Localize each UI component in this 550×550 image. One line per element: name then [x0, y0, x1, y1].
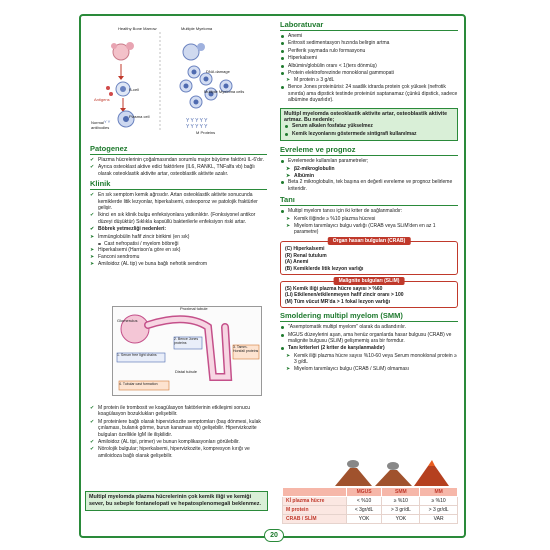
- list-item: ➤ β2-mikroglobulin: [286, 166, 458, 172]
- list-item: ✔ Amiloidoz (AL tipi, primer) ve bunun komplikasyonları görülebilir.: [90, 439, 267, 445]
- table-cell: VAR: [420, 515, 458, 524]
- table-cell: ≥ %10: [382, 497, 420, 506]
- label-distal-tubule: Distal tubule: [175, 369, 198, 374]
- list-item: ➤ M protein ≥ 3 g/dL: [286, 77, 458, 83]
- list-item: (S) Kemik iliği plazma hücre sayısı > %60: [285, 285, 383, 292]
- list-item: ✔ Plazma hücrelerinin çoğalmasından sorumlu major büyüme faktörü IL-6'dır.: [90, 157, 267, 163]
- list-item: Eritrosit sedimentasyon hızında belirgin artma: [280, 40, 458, 46]
- table-cell: > 3 gr/dL: [382, 506, 420, 515]
- page-number: 20: [264, 529, 284, 542]
- label-b-cell: B-cell: [129, 87, 140, 92]
- list-item: Serum alkalen fosfataz yükselmez: [284, 123, 454, 129]
- list-item: ✔ M proteinlere bağlı olarak hipervizkozite semptomları (baş dönmesi, kulak çınlaması, bulanık görme, burun kanaması vb) gelişebilir. Hipervizkozite bulguları özellikle IgM ile ilişkilidir.: [90, 419, 267, 438]
- table-header: MM: [420, 488, 458, 497]
- list-item: ➤ Kemik iliğinde ≥ %10 plazma hücresi: [286, 216, 458, 222]
- list-item: (R) Renal tutulum: [285, 252, 327, 259]
- divider: [280, 321, 458, 322]
- label-multiple-myeloma: Multiple Myeloma: [181, 26, 213, 31]
- left-column: [90, 144, 267, 268]
- list-item: Hiperkalsemi: [280, 55, 458, 61]
- left-column-lower: [90, 405, 267, 460]
- list-item: MGUS düzeylerini aşan, ama henüz organlarda hasar bulgusu (CRAB) ve malignite bulgusu (SLiM) gelişmemiş ara bir formdur.: [280, 332, 458, 345]
- table-cell: CRAB / SLİM: [283, 515, 347, 524]
- list-item: Beta 2 mikroglobulin, tek başına en değerli evreleme ve prognoz belirleme kriteridir.: [280, 179, 458, 192]
- list-item: ➤ Miyelom tanımlayıcı bulgu varlığı (CRAB veya SLiM'den en az 1 parametre): [286, 223, 458, 236]
- list-item: Anemi: [280, 33, 458, 39]
- evreleme-heading: Evreleme ve prognoz: [280, 145, 356, 155]
- table-cell: > 3 gr/dL: [420, 506, 458, 515]
- list-item: ✔ İkinci en sık klinik bulgu enfeksiyonlara yatkınlıktır. (Fonksiyonel antikor düzeyi düşüktür) Sıklıkla kapsüllü bakterilerle enfeksiyon riski artar.: [90, 212, 267, 225]
- patogenez-heading: Patogenez: [90, 144, 128, 153]
- list-item: Tanı kriterleri (2 kriter de karşılanmalıdır): [280, 345, 458, 351]
- table-cell: < 3gr/dL: [346, 506, 382, 515]
- divider: [90, 154, 267, 155]
- list-item: ✔ M protein ile trombosit ve koagülasyon faktörlerinin etkileşimi sonucu koagülasyon bozuklukları gelişebilir.: [90, 405, 267, 418]
- volcano-illustration: [330, 458, 450, 488]
- list-item: ➤ Hiperkalsemi (Harrison'a göre en sık): [90, 247, 267, 253]
- list-item: (Li) Etkilenen/etkilenmeyen hafif zincir oranı > 100: [285, 292, 404, 299]
- list-item: (C) Hiperkalsemi: [285, 246, 325, 253]
- lab-note-title: Multipl myelomda osteoklastik aktivite artar, osteoblastik aktivite artmaz. Bu nedenle;: [284, 110, 448, 123]
- list-item: ✔ En sık semptom kemik ağrısıdır. Artan osteoklastik aktivite sonucunda kemiklerde litik lezyonlar, hiperkalsemi, osteoporoz ve patolojik fraktürler gelişir.: [90, 192, 267, 211]
- table-header-row: [283, 488, 458, 497]
- list-item: ✔ Ayrıca osteoklast aktive edici faktörlere (IL6, RANKL, TNFalfa vb) bağlı olarak osteoklastik aktivite artar, osteoblastik aktivite azalır.: [90, 164, 267, 177]
- svg-text:Y Y Y Y Y: Y Y Y Y Y: [186, 124, 208, 130]
- table-row: [283, 506, 458, 515]
- table-header: [283, 488, 347, 497]
- list-item: Multipl myelom tanısı için iki kriter de sağlanmalıdır:: [280, 208, 458, 214]
- label-free-light-chains: 1. Serum free light chains: [117, 353, 157, 357]
- table-cell: Kİ plazma hücre: [283, 497, 347, 506]
- label-tubular-cast: 4. Tubular cast formation: [119, 382, 158, 386]
- table-header: MGUS: [346, 488, 382, 497]
- list-item: ➤ Fanconi sendromu: [90, 254, 267, 260]
- slim-tag: Malignite bulguları (SLiM): [334, 277, 405, 285]
- divider: [90, 189, 267, 190]
- list-item: Bence Jones proteinürisi: 24 saatlik idrarda protein çok yüksek (nefrotik sınırda) ama dipstick testinde proteinüri saptanamaz (çünkü dipstick, sadece albümine duyarlıdır).: [280, 84, 458, 103]
- list-item: Kemik lezyonlarını göstermede sintigrafi kullanılmaz: [284, 131, 454, 137]
- tani-heading: Tanı: [280, 195, 295, 205]
- table-cell: ≥ %10: [420, 497, 458, 506]
- label-bence-jones: 2. Bence Jones proteins: [174, 337, 199, 346]
- label-normal-antibodies: Normal antibodies: [91, 120, 110, 130]
- list-item: ➤ İmmünglobülin hafif zincir birikimi (en sık): [90, 234, 267, 240]
- label-plasma-cell: Plasma cell: [129, 114, 150, 119]
- list-item: ✔ Böbrek yetmezliği nedenleri:: [90, 226, 267, 232]
- label-dna-damage: DNA damage: [206, 69, 230, 74]
- table-cell: < %10: [346, 497, 382, 506]
- comparison-table: [282, 487, 458, 524]
- list-item: Evrelemede kullanılan parametreler;: [280, 158, 458, 164]
- divider: [280, 155, 458, 156]
- table-cell: YOK: [346, 515, 382, 524]
- list-item: ➤ Amiloidoz (AL tip) ve buna bağlı nefrotik sendrom: [90, 261, 267, 267]
- svg-text:Y Y: Y Y: [104, 119, 111, 124]
- lab-note-box: [280, 108, 458, 142]
- label-m-proteins: M Proteins: [196, 130, 216, 135]
- table-row: [283, 497, 458, 506]
- list-item: Cast nefropatisi / myelom böbreği: [90, 241, 267, 247]
- table-row: [283, 515, 458, 524]
- list-item: (M) Tüm vücut MR'da > 1 fokal lezyon varlığı: [285, 298, 390, 305]
- list-item: (A) Anemi: [285, 259, 309, 266]
- label-proximal-tubule: Proximal tubule: [180, 306, 208, 311]
- divider: [280, 30, 458, 31]
- label-healthy-marrow: Healthy Bone Marrow: [118, 26, 157, 31]
- smm-heading: Smoldering multipl myelom (SMM): [280, 311, 403, 321]
- table-header: SMM: [382, 488, 420, 497]
- right-column: [280, 20, 458, 373]
- slim-box: [280, 277, 458, 308]
- svg-text:Y Y Y Y Y: Y Y Y Y Y: [186, 118, 208, 124]
- list-item: Albümin/globülin oranı < 1(ters dönmüş): [280, 63, 458, 69]
- label-antigens: Antigens: [94, 97, 110, 102]
- table-cell: M protein: [283, 506, 347, 515]
- list-item: ➤ Albümin: [286, 173, 458, 179]
- lab-heading: Laboratuvar: [280, 20, 324, 29]
- list-item: "Asemptomatik multipl myelom" olarak da adlandırılır.: [280, 324, 458, 330]
- label-myeloma-cells: Multiple Myeloma cells: [204, 89, 245, 94]
- crab-box: [280, 238, 458, 275]
- klinik-heading: Klinik: [90, 179, 111, 189]
- label-glomerulus: Glomerulus: [117, 318, 138, 323]
- list-item: (B) Kemiklerde litik lezyon varlığı: [285, 265, 364, 272]
- list-item: ➤ Miyelom tanımlayıcı bulgu (CRAB / SLiM) olmaması: [286, 366, 458, 372]
- note-box: Multipl myelomda plazma hücrelerinin çok kemik iliği ve kemiği sever, bu sebeple fontanelopati ve hepatosplenomegali beklenmez.: [85, 491, 268, 511]
- divider: [280, 205, 458, 206]
- label-tamm-horsfall: 3. Tamm-Horsfall proteins: [233, 345, 259, 354]
- list-item: Protein elektroforezinde monoklonal gammopati: [280, 70, 458, 76]
- list-item: ✔ Nörolojik bulgular; hiperkalsemi, hipervizkozite, kompresyon kırığı ve amiloidoza bağlı olarak gelişebilir.: [90, 446, 267, 459]
- table-cell: YOK: [382, 515, 420, 524]
- crab-tag: Organ hasarı bulguları (CRAB): [328, 237, 411, 245]
- list-item: Periferik yaymada rulo formasyonu: [280, 48, 458, 54]
- list-item: ➤ Kemik iliği plazma hücre sayısı %10-60 veya Serum monoklonal protein ≥ 3 g/dL: [286, 353, 458, 366]
